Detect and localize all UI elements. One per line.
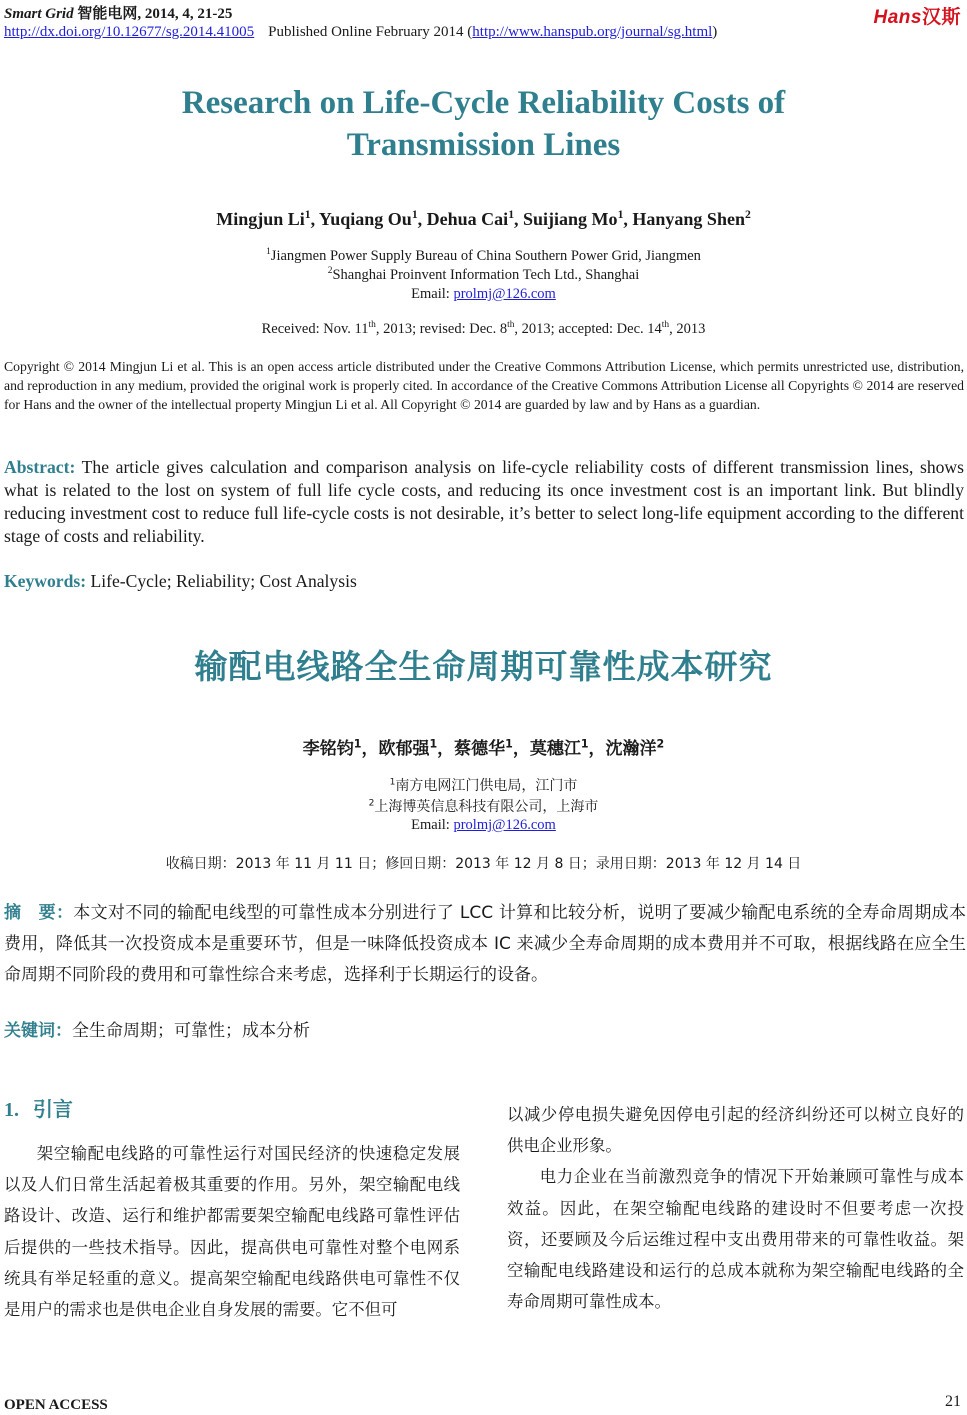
left-column [4, 1138, 460, 1325]
cn-abstract-label: 摘 要： [4, 903, 74, 923]
published-suffix: ) [712, 24, 718, 40]
english-abstract [4, 456, 964, 548]
cn-author-affiliation-mark: 1 [580, 737, 589, 751]
cn-author: 莫穗江 [529, 739, 581, 759]
chinese-email [0, 817, 967, 834]
section-number: 1. [4, 1099, 19, 1121]
chinese-keywords [4, 1016, 310, 1041]
english-keywords [4, 571, 357, 592]
intro-paragraph-1-cont: 以减少停电损失避免因停电引起的经济纠纷还可以树立良好的供电企业形象。 [507, 1105, 964, 1156]
cn-author-affiliation-mark: 1 [429, 737, 438, 751]
email-label: Email: [411, 286, 454, 302]
cn-author-affiliation-mark: 2 [656, 737, 665, 751]
en-author-separator: , [310, 209, 319, 229]
chinese-affiliation-2 [0, 796, 967, 816]
cn-email-link[interactable]: prolmj@126.com [453, 817, 556, 833]
published-prefix: Published Online February 2014 ( [268, 24, 473, 40]
abstract-label: Abstract: [4, 457, 76, 477]
logo-latin: Hans [873, 7, 922, 28]
en-author: Hanyang Shen [632, 209, 745, 229]
english-affiliation-2 [0, 267, 967, 284]
en-author-affiliation-mark: 1 [617, 208, 624, 221]
chinese-affiliation-1 [0, 775, 967, 795]
journal-volume: 智能电网, 2014, 4, 21-25 [77, 6, 233, 22]
cn-aff2-mark: 2 [368, 798, 375, 809]
cn-keywords-text: 全生命周期；可靠性；成本分析 [72, 1021, 310, 1041]
english-email [0, 286, 967, 303]
keywords-label: Keywords: [4, 571, 87, 591]
keywords-text: Life-Cycle; Reliability; Cost Analysis [86, 571, 357, 591]
journal-citation [4, 2, 232, 23]
en-author-separator: , [514, 209, 524, 229]
cn-author-separator: ， [588, 739, 606, 759]
received-d: , 2013 [669, 321, 706, 337]
aff2-mark: 2 [327, 266, 333, 277]
cn-author: 蔡德华 [454, 739, 506, 759]
intro-paragraph-2: 电力企业在当前激烈竞争的情况下开始兼顾可靠性与成本效益。因此，在架空输配电线路的建设时不但要考虑一次投资，还要顾及今后运维过程中支出费用带来的可靠性收益。架空输配电线路建设和运行的总成本就称为架空输配电线路的全寿命周期可靠性成本。 [507, 1167, 964, 1312]
section-heading [4, 1093, 73, 1122]
journal-url-link[interactable]: http://www.hanspub.org/journal/sg.html [472, 24, 713, 40]
logo-cn: 汉斯 [921, 7, 961, 28]
en-author: Mingjun Li [216, 209, 305, 229]
en-author-affiliation-mark: 1 [508, 208, 515, 221]
received-c-sup: th [661, 320, 670, 331]
aff1-mark: 1 [266, 247, 271, 258]
english-affiliation-1 [0, 248, 967, 265]
right-column [507, 1099, 964, 1317]
section-title: 引言 [32, 1097, 73, 1121]
received-b-sup: th [507, 320, 515, 331]
received-c: , 2013; accepted: Dec. 14 [514, 321, 662, 337]
cn-author-affiliation-mark: 1 [505, 737, 513, 751]
doi-link[interactable]: http://dx.doi.org/10.12677/sg.2014.41005 [4, 24, 255, 40]
en-author-separator: , [623, 209, 633, 229]
cn-author: 欧郁强 [378, 739, 430, 759]
english-title-line-2: Transmission Lines [346, 127, 621, 163]
cn-keywords-label: 关键词： [4, 1021, 72, 1041]
en-author-affiliation-mark: 1 [411, 208, 418, 221]
open-access-label: OPEN ACCESS [4, 1397, 108, 1413]
cn-author-separator: ， [437, 739, 455, 759]
aff1-text: Jiangmen Power Supply Bureau of China Southern Power Grid, Jiangmen [270, 248, 701, 264]
received-b: , 2013; revised: Dec. 8 [375, 321, 508, 337]
email-link[interactable]: prolmj@126.com [453, 286, 556, 302]
chinese-abstract [4, 898, 966, 991]
received-a: Received: Nov. 11 [261, 321, 369, 337]
aff2-text: Shanghai Proinvent Information Tech Ltd., Shanghai [332, 267, 640, 283]
hans-logo [874, 2, 961, 29]
cn-author: 沈瀚洋 [605, 739, 657, 759]
cn-aff1-text: 南方电网江门供电局，江门市 [395, 778, 578, 794]
en-author: Yuqiang Ou [318, 209, 412, 229]
received-a-sup: th [368, 320, 376, 331]
en-author-affiliation-mark: 1 [304, 208, 311, 221]
english-title [0, 82, 967, 166]
chinese-authors [0, 734, 967, 759]
page-number: 21 [945, 1393, 961, 1410]
intro-paragraph-1: 架空输配电线路的可靠性运行对国民经济的快速稳定发展以及人们日常生活起着极其重要的作用。另外，架空输配电线路设计、改造、运行和维护都需要架空输配电线路可靠性评估后提供的一些技术指导。因此，提高供电可靠性对整个电网系统具有举足轻重的意义。提高架空输配电线路供电可靠性不仅是用户的需求也是供电企业自身发展的需要。它不但可 [4, 1144, 460, 1320]
english-title-line-1: Research on Life-Cycle Reliability Costs of [181, 85, 786, 121]
chinese-title: 输配电线路全生命周期可靠性成本研究 [194, 647, 773, 686]
en-author-separator: , [417, 209, 427, 229]
cn-aff2-text: 上海博英信息科技有限公司，上海市 [374, 799, 599, 815]
received-dates [0, 321, 967, 338]
cn-author-separator: ， [512, 739, 530, 759]
cn-abstract-text: 本文对不同的输配电线型的可靠性成本分别进行了 LCC 计算和比较分析，说明了要减少输配电系统的全寿命周期成本费用，降低其一次投资成本是重要环节，但是一味降低投资成本 IC 来减少全寿命周期的成本费用并不可取，根据线路在应全生命周期不同阶段的费用和可靠性综合来考虑，选择利于长期运行的设备。 [4, 903, 966, 985]
doi-line [4, 24, 717, 41]
cn-email-label: Email: [411, 817, 454, 833]
journal-name: Smart Grid [4, 6, 74, 22]
cn-author: 李铭钧 [302, 739, 354, 759]
cn-author-separator: ， [361, 739, 379, 759]
copyright-notice: Copyright © 2014 Mingjun Li et al. This is an open access article distributed under the Creative Commons Attribution License, which permits unrestricted use, distribution, and reproduction in any medium, provided the original work is properly cited. In accordance of the Creative Commons Attribution License all Copyrights © 2014 are reserved for Hans and the owner of the intellectual property Mingjun Li et al. All Copyright © 2014 are guarded by law and by Hans as a guardian. [4, 359, 964, 412]
english-authors [0, 209, 967, 230]
en-author: Dehua Cai [426, 209, 509, 229]
cn-author-affiliation-mark: 1 [353, 737, 362, 751]
abstract-text: The article gives calculation and comparison analysis on life-cycle reliability costs of different transmission lines, shows what is related to the lost on system of full life cycle costs, and reducing its once investment cost is an important link. But blindly reducing investment cost to reduce full life-cycle costs is not desirable, it’s better to select long-life equipment according to the different stage of costs and reliability. [4, 457, 964, 546]
en-author: Suijiang Mo [523, 209, 618, 229]
en-author-affiliation-mark: 2 [744, 208, 751, 221]
cn-aff1-mark: 1 [389, 777, 396, 788]
chinese-received-dates: 收稿日期：2013 年 11 月 11 日；修回日期：2013 年 12 月 8 日；录用日期：2013 年 12 月 14 日 [165, 856, 802, 872]
